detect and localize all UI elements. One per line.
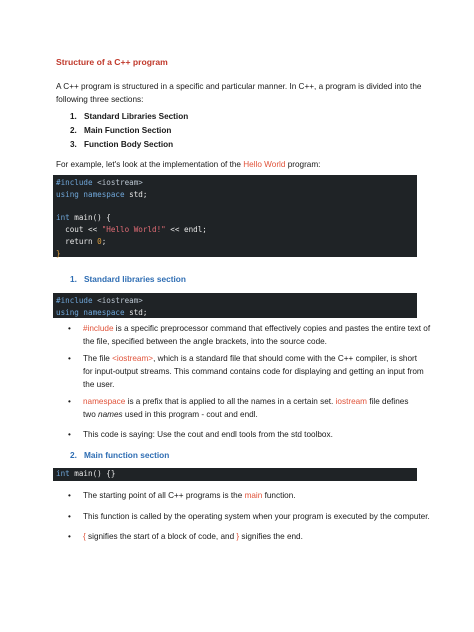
code-line — [56, 177, 414, 189]
code-line — [56, 212, 414, 224]
code-line — [56, 468, 414, 480]
code-text: main() { — [69, 213, 111, 223]
bullet-line — [83, 352, 423, 365]
hello-world-highlight: Hello World — [243, 160, 286, 169]
code-string: "Hello World!" — [101, 225, 166, 235]
text: is a prefix that is applied to all the names in a certain set. — [125, 397, 336, 406]
bullet-line — [83, 395, 423, 408]
page-title: Structure of a C++ program — [56, 57, 168, 67]
code-text: return — [56, 236, 98, 246]
keyword-highlight: main — [244, 491, 263, 500]
code-line — [56, 189, 414, 201]
sections-list-item — [70, 126, 171, 135]
bullet-braces — [68, 530, 428, 544]
bullet-icon: • — [68, 354, 71, 363]
text: program: — [285, 160, 321, 169]
text: function. — [262, 491, 296, 500]
code-text: ; — [101, 236, 107, 246]
code-line: } — [56, 248, 61, 258]
emphasis: names — [98, 410, 123, 419]
bullet-main-entry — [68, 489, 428, 503]
code-line — [56, 236, 414, 248]
bullet-text — [83, 428, 423, 441]
code-keyword: int — [56, 213, 70, 223]
text: two — [83, 410, 99, 419]
list-number: 3. — [70, 140, 77, 149]
section-number: 1. — [70, 274, 77, 284]
code-text: << endl; — [165, 225, 207, 235]
bullet-line — [83, 489, 423, 502]
code-line — [56, 307, 414, 319]
section-heading-main-function — [70, 450, 169, 460]
code-keyword: int — [56, 469, 70, 478]
bullet-icon: • — [68, 532, 71, 541]
bullet-namespace — [68, 395, 428, 423]
bullet-iostream — [68, 352, 428, 392]
bullet-icon: • — [68, 491, 71, 500]
bullet-text — [83, 352, 423, 391]
code-text: <iostream> — [92, 178, 143, 187]
code-block-includes — [53, 293, 417, 318]
keyword-highlight: { — [83, 532, 86, 541]
keyword-highlight: } — [236, 532, 240, 541]
list-label: Standard Libraries Section — [84, 112, 189, 121]
bullet-icon: • — [68, 324, 71, 333]
text: used in this program - cout and endl. — [122, 410, 258, 419]
section-label: Standard libraries section — [84, 274, 186, 284]
bullet-line: for input-output streams. This command contains code for displaying and getting an input from — [83, 367, 424, 376]
sections-list-item — [70, 140, 173, 149]
bullet-text — [83, 489, 423, 502]
code-text: <iostream> — [92, 296, 143, 305]
list-label: Function Body Section — [84, 140, 174, 149]
list-number: 1. — [70, 112, 77, 121]
intro-line: following three sections: — [56, 95, 144, 104]
keyword-highlight: namespace — [83, 397, 126, 406]
code-block-hello-world — [53, 175, 417, 257]
intro-paragraph — [56, 80, 421, 106]
bullet-line: the user. — [83, 380, 115, 389]
list-label: Main Function Section — [84, 126, 172, 135]
code-text: cout << — [56, 225, 102, 235]
code-line-blank — [56, 201, 414, 213]
text: For example, let's look at the implementation of the — [56, 160, 244, 169]
text: file defines — [367, 397, 409, 406]
code-block-main — [53, 468, 417, 481]
bullet-line — [83, 408, 423, 421]
bullet-icon: • — [68, 430, 71, 439]
section-label: Main function section — [84, 450, 170, 460]
bullet-line — [83, 322, 431, 335]
code-number: 0 — [97, 236, 102, 246]
bullet-icon: • — [68, 397, 71, 406]
bullet-icon: • — [68, 512, 71, 521]
bullet-line: the file, specified between the angle brackets, into the source code. — [83, 337, 327, 346]
bullet-line: This code is saying: Use the cout and endl tools from the std toolbox. — [83, 430, 333, 439]
text: is a specific preprocessor command that effectively copies and pastes the entire text of — [113, 324, 431, 333]
section-number: 2. — [70, 450, 77, 460]
bullet-text — [83, 395, 423, 421]
bullet-line: This function is called by the operating system when your program is executed by the computer. — [83, 512, 430, 521]
code-line — [56, 224, 414, 236]
text: signifies the end. — [239, 532, 303, 541]
code-keyword: #include — [56, 296, 93, 305]
text: The file — [83, 354, 113, 363]
bullet-text — [83, 322, 431, 348]
keyword-highlight: #include — [83, 324, 114, 333]
list-number: 2. — [70, 126, 77, 135]
sections-list-item — [70, 112, 188, 121]
keyword-highlight: <iostream> — [112, 354, 154, 363]
code-keyword: using namespace — [56, 307, 125, 317]
code-text: main() {} — [69, 469, 116, 478]
text: signifies the start of a block of code, and — [85, 532, 237, 541]
bullet-summary — [68, 428, 428, 442]
code-keyword: using namespace — [56, 189, 125, 199]
code-keyword: #include — [56, 178, 93, 187]
section-heading-standard-libraries — [70, 274, 186, 284]
bullet-line — [83, 530, 423, 543]
text: The starting point of all C++ programs is the — [83, 491, 245, 500]
example-intro — [56, 158, 320, 171]
intro-line: A C++ program is structured in a specific and particular manner. In C++, a program is divided into the — [56, 82, 422, 91]
code-line — [56, 295, 414, 307]
bullet-include — [68, 322, 431, 350]
bullet-text — [83, 510, 430, 523]
bullet-text — [83, 530, 423, 543]
code-text: std; — [124, 189, 148, 199]
code-text: std; — [124, 307, 148, 317]
bullet-os-call — [68, 510, 428, 524]
text: , which is a standard file that should come with the C++ compiler, is short — [153, 354, 418, 363]
keyword-highlight: iostream — [335, 397, 368, 406]
